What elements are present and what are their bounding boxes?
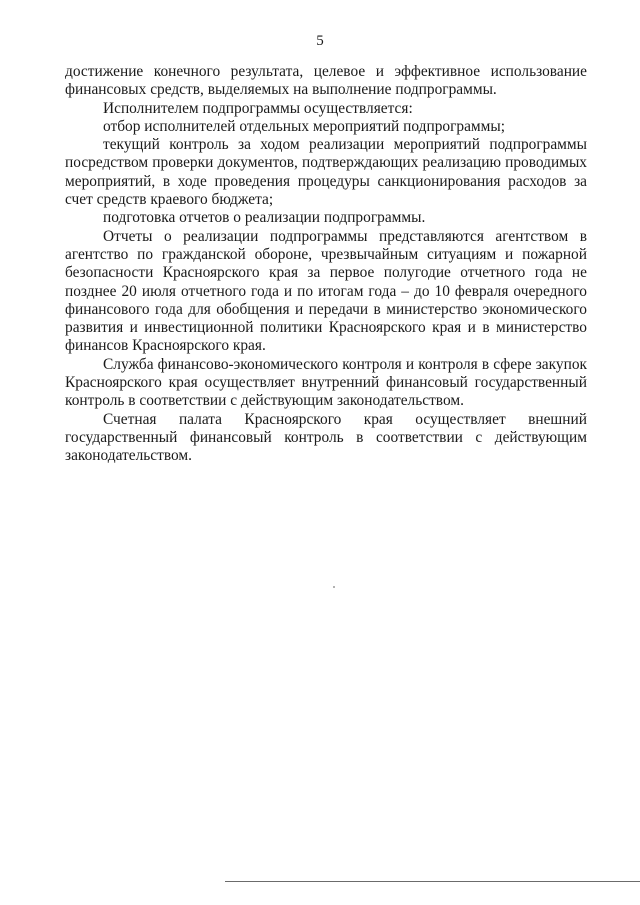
- document-body: [65, 63, 587, 466]
- paragraph-continuation: достижение конечного результата, целевое и эффективное использование финансовых средств, выделяемых на выполнение подпрограммы.: [65, 63, 587, 99]
- paragraph-current-control: текущий контроль за ходом реализации мероприятий подпрограммы посредством проверки документов, подтверждающих реализацию проводимых мероприятий, в ходе проведения процедуры санкционирования расходов за счет средств краевого бюджета;: [65, 136, 587, 209]
- page-number: 5: [316, 33, 324, 49]
- paragraph-external-control: Счетная палата Красноярского края осуществляет внешний государственный финансовый контроль в соответствии с действующим законодательством.: [65, 410, 587, 465]
- paragraph-reports-preparation: подготовка отчетов о реализации подпрограммы.: [103, 209, 426, 227]
- paragraph-selection: отбор исполнителей отдельных мероприятий подпрограммы;: [103, 117, 506, 135]
- scan-speck: [333, 586, 335, 588]
- footer-rule: [225, 881, 640, 882]
- paragraph-executor-intro: Исполнителем подпрограммы осуществляется:: [103, 99, 413, 117]
- paragraph-reports: Отчеты о реализации подпрограммы представляются агентством в агентство по гражданской обороне, чрезвычайным ситуациям и пожарной безопасности Красноярского края за первое полугодие отчетного года не позднее 20 июля отчетного года и по итогам года – до 10 февраля очередного финансового года для обобщения и передачи в министерство экономического развития и инвестиционной политики Красноярского края и в министерство финансов Красноярского края.: [65, 227, 587, 355]
- paragraph-internal-control: Служба финансово-экономического контроля и контроля в сфере закупок Красноярского края осуществляет внутренний финансовый государственный контроль в соответствии с действующим законодательством.: [65, 355, 587, 410]
